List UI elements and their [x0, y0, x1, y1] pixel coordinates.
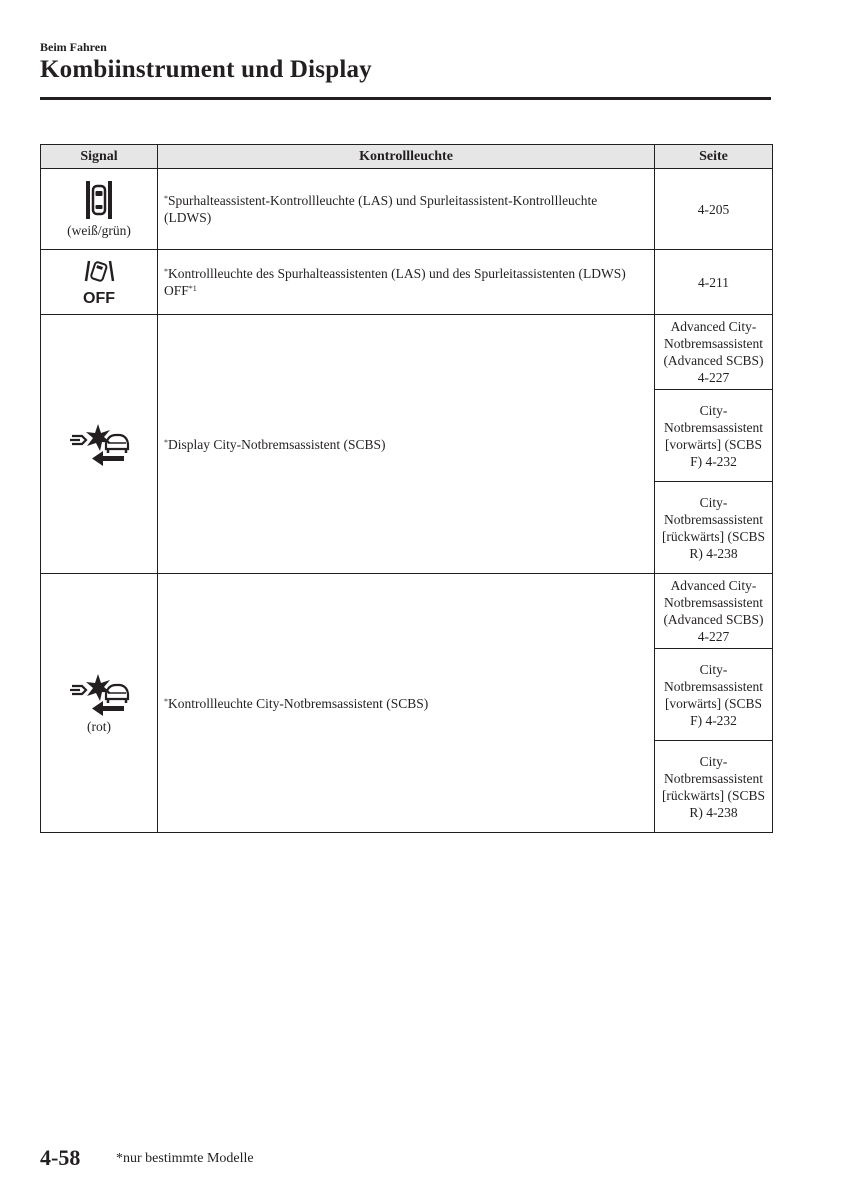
- signal-cell: [41, 574, 158, 833]
- page-reference: 4-205: [655, 169, 773, 250]
- page-reference: City-Notbremsassistent [rückwärts] (SCBS R) 4-238: [655, 741, 773, 833]
- signal-cell: [41, 169, 158, 250]
- svg-text:OFF: OFF: [83, 290, 115, 305]
- table-row: [41, 574, 773, 649]
- signal-color-caption: (weiß/grün): [67, 222, 131, 238]
- page-number: 4-58: [40, 1145, 81, 1170]
- page-reference: Advanced City-Notbremsassistent (Advanced SCBS) 4-227: [655, 574, 773, 649]
- column-header-indicator: Kontrollleuchte: [158, 145, 655, 169]
- footnote: *nur bestimmte Modelle: [116, 1151, 254, 1166]
- indicator-description: *Kontrollleuchte City-Notbremsassistent (SCBS): [158, 574, 655, 833]
- page-reference: City-Notbremsassistent [vorwärts] (SCBS F) 4-232: [655, 649, 773, 741]
- page-title: Kombiinstrument und Display: [40, 56, 372, 83]
- table-row: [41, 250, 773, 315]
- section-label: Beim Fahren: [40, 40, 107, 54]
- page-reference: 4-211: [655, 250, 773, 315]
- lane-assist-off-icon: [81, 259, 117, 305]
- signal-cell: [41, 315, 158, 574]
- column-header-page: Seite: [655, 145, 773, 169]
- page-reference: City-Notbremsassistent [rückwärts] (SCBS R) 4-238: [655, 482, 773, 574]
- table-row: [41, 169, 773, 250]
- signal-color-caption: (rot): [87, 718, 111, 734]
- lane-keep-assist-icon: [84, 180, 114, 220]
- indicator-description: *Kontrollleuchte des Spurhalteassistenten (LAS) und des Spurleitassistenten (LDWS) OFF$^{*1}$: [158, 250, 655, 315]
- page-reference: Advanced City-Notbremsassistent (Advanced SCBS) 4-227: [655, 315, 773, 390]
- indicator-table: [40, 144, 773, 833]
- signal-cell: [41, 250, 158, 315]
- city-brake-assist-icon: [68, 422, 130, 466]
- city-brake-assist-icon: [68, 672, 130, 716]
- title-rule: [40, 97, 771, 100]
- page-reference: City-Notbremsassistent [vorwärts] (SCBS F) 4-232: [655, 390, 773, 482]
- table-row: [41, 315, 773, 390]
- indicator-description: *Display City-Notbremsassistent (SCBS): [158, 315, 655, 574]
- indicator-description: *Spurhalteassistent-Kontrollleuchte (LAS) und Spurleitassistent-Kontrollleuchte (LDWS): [158, 169, 655, 250]
- column-header-signal: Signal: [41, 145, 158, 169]
- table-header-row: [41, 145, 773, 169]
